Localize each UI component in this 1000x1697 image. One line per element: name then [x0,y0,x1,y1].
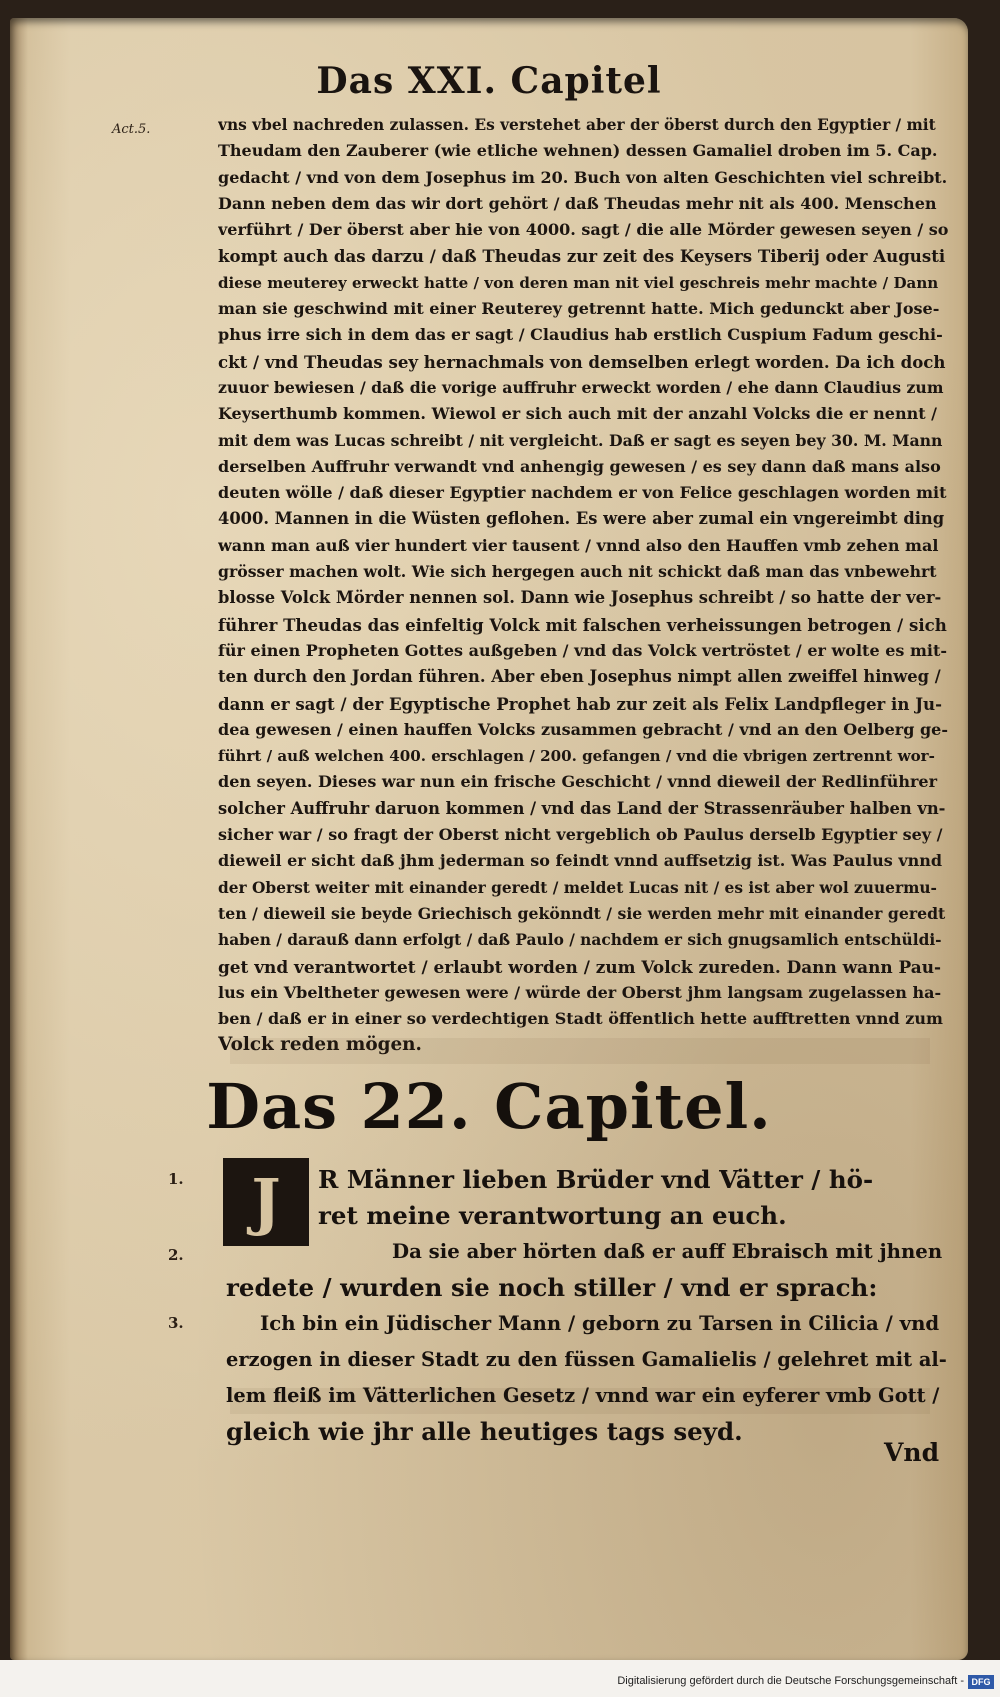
commentary-line: der Oberst weiter mit einander geredt / meldet Lucas nit / es ist aber wol zuuermu- [218,878,937,897]
commentary-line: ben / daß er in einer so verdechtigen Stadt öffentlich hette aufftretten vnnd zum [218,1009,943,1029]
verse-number: 2. [168,1246,184,1264]
commentary-line: diese meuterey erweckt hatte / von deren man nit viel geschreis mehr machte / Dann [218,273,939,292]
commentary-line: Keyserthumb kommen. Wiewol er sich auch mit der anzahl Volcks die er nennt / [218,404,938,424]
scripture-line: gleich wie jhr alle heutiges tags seyd. [226,1417,743,1446]
scripture-line: Ich bin ein Jüdischer Mann / geborn zu Tarsen in Cilicia / vnd [260,1312,940,1335]
commentary-line: mit dem was Lucas schreibt / nit vergleicht. Daß er sagt es seyen bey 30. M. Mann [218,430,943,450]
decorated-initial [223,1158,309,1246]
verse-number: 3. [168,1314,184,1332]
commentary-line: 4000. Mannen in die Wüsten geflohen. Es were aber zumal ein vngereimbt ding [218,509,945,529]
verse-number: 1. [168,1170,184,1188]
commentary-line: für einen Propheten Gottes außgeben / vnd das Volck vertröstet / er wolte es mit- [218,640,947,660]
commentary-line: haben / darauß dann erfolgt / daß Paulo / nachdem er sich gnugsamlich entschüldi- [218,931,942,950]
scripture-line: lem fleiß im Vätterlichen Gesetz / vnnd war ein eyferer vmb Gott / [226,1384,940,1407]
scripture-line: redete / wurden sie noch stiller / vnd er sprach: [226,1273,878,1302]
commentary-line: derselben Auffruhr verwandt vnd anhengig gewesen / es sey dann daß mans also [218,456,941,476]
scripture-verse-3 [260,1306,948,1342]
commentary-line: dieweil er sicht daß jhm jederman so feindt vnnd auffsetzig ist. Was Paulus vnnd [218,851,943,871]
scripture-line: erzogen in dieser Stadt zu den füssen Gamalielis / gelehret mit al- [226,1348,947,1371]
commentary-line: man sie geschwind mit einer Reuterey getrennt hatte. Mich gedunckt aber Jose- [218,299,940,319]
commentary-line: dea gewesen / einen hauffen Volcks zusammen gebracht / vnd an den Oelberg ge- [218,719,948,739]
commentary-line: deuten wölle / daß dieser Egyptier nachdem er von Felice geschlagen worden mit [218,483,947,503]
scripture-body [226,1342,948,1450]
commentary-line: ckt / vnd Theudas sey hernachmals von demselben erlegt worden. Da ich doch [218,351,946,372]
scripture-line: R Männer lieben Brüder vnd Vätter / hö- [318,1165,874,1194]
commentary-line: Theudam den Zauberer (wie etliche wehnen) dessen Gamaliel droben im 5. Cap. [218,141,938,161]
chapter-title: Das 22. Capitel. [206,1070,772,1143]
commentary-line: den seyen. Dieses war nun ein frische Geschicht / vnnd dieweil der Redlinführer [218,772,938,792]
footer-bar [0,1660,1000,1697]
commentary-line: grösser machen wolt. Wie sich hergegen auch nit schickt daß man das vnbewehrt [218,562,937,582]
commentary-line: Volck reden mögen. [218,1034,422,1056]
commentary-line: kompt auch das darzu / daß Theudas zur zeit des Keysers Tiberij oder Augusti [218,246,946,267]
scripture-opening [318,1162,948,1234]
scripture-verse-2 [392,1234,948,1270]
commentary-line: gedacht / vnd von dem Josephus im 20. Buch von alten Geschichten viel schreibt. [218,167,948,187]
scripture-line: Da sie aber hörten daß er auff Ebraisch mit jhnen [392,1240,943,1263]
commentary-line: dann er sagt / der Egyptische Prophet hab zur zeit als Felix Landpfleger in Ju- [218,693,943,714]
commentary-line: Dann neben dem das wir dort gehört / daß Theudas mehr nit als 400. Menschen [218,193,937,213]
commentary-line: lus ein Vbeltheter gewesen were / würde der Oberst jhm langsam zugelassen ha- [218,982,942,1002]
scripture-body [226,1270,948,1306]
commentary-line: blosse Volck Mörder nennen sol. Dann wie Josephus schreibt / so hatte der ver- [218,588,942,608]
commentary-line: führer Theudas das einfeltig Volck mit falschen verheissungen betrogen / sich [218,614,947,635]
commentary-text [218,112,948,1059]
catchword: Vnd [884,1438,940,1467]
commentary-line: vns vbel nachreden zulassen. Es verstehet aber der öberst durch den Egyptier / mit [218,116,936,134]
margin-note: Act.5. [112,122,151,137]
commentary-line: verführt / Der öberst aber hie von 4000. sagt / die alle Mörder gewesen seyen / so [218,220,948,240]
show-through [230,1038,930,1064]
commentary-line: ten / dieweil sie beyde Griechisch gekönndt / sie werden mehr mit einander geredt [218,903,946,923]
commentary-line: sicher war / so fragt der Oberst nicht vergeblich ob Paulus derselb Egyptier sey / [218,825,943,845]
commentary-line: führt / auß welchen 400. erschlagen / 200. gefangen / vnd die vbrigen zertrennt wor- [218,747,935,766]
scripture-line: ret meine verantwortung an euch. [318,1201,787,1230]
commentary-line: wann man auß vier hundert vier tausent / vnnd also den Hauffen vmb zehen mal [218,535,939,555]
commentary-line: zuuor bewiesen / daß die vorige auffruhr erweckt worden / ehe dann Claudius zum [218,377,944,397]
dfg-logo-icon[interactable]: DFG [968,1675,994,1689]
commentary-line: solcher Auffruhr daruon kommen / vnd das Land der Strassenräuber halben vn- [218,798,946,818]
running-head: Das XXI. Capitel [316,60,662,102]
commentary-line: ten durch den Jordan führen. Aber eben Josephus nimpt allen zweiffel hinweg / [218,667,941,687]
footer-credit: Digitalisierung gefördert durch die Deutsche Forschungsgemeinschaft - [617,1675,964,1687]
book-page [10,18,968,1660]
commentary-line: phus irre sich in dem das er sagt / Claudius hab erstlich Cuspium Fadum geschi- [218,325,943,345]
commentary-line: get vnd verantwortet / erlaubt worden / zum Volck zureden. Dann wann Pau- [218,956,942,977]
initial-letter: J [251,1165,281,1238]
